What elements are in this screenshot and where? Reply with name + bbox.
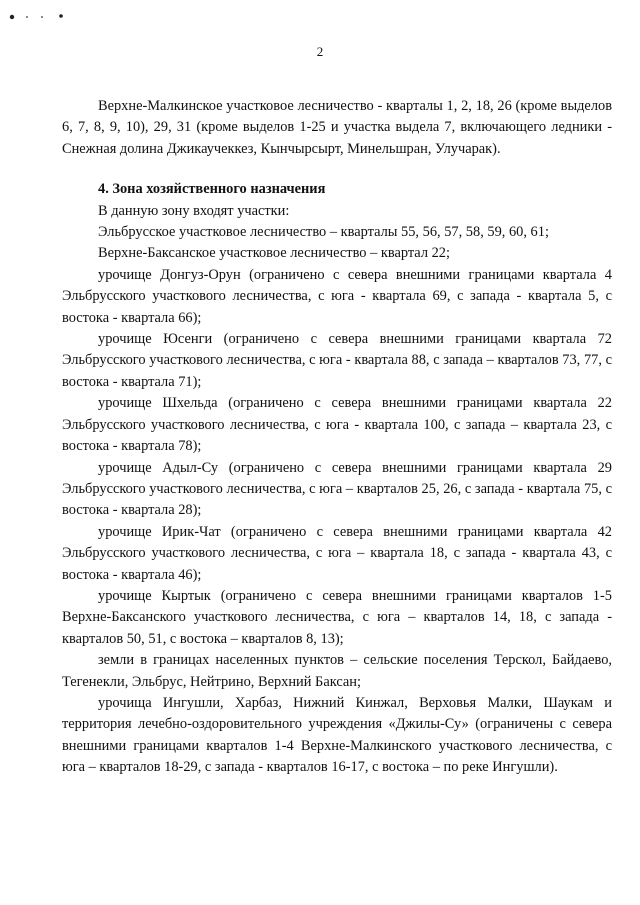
list-item: Эльбрусское участковое лесничество – кварталы 55, 56, 57, 58, 59, 60, 61; [98, 224, 549, 241]
list-item: земли в границах населенных пунктов – сельские поселения Терскол, Байдаево, Тегенекли, Эльбрус, Нейтрино, Верхний Баксан; [62, 652, 612, 690]
section-intro: В данную зону входят участки: [98, 202, 290, 219]
paragraph-verkhne-malkinskoe: Верхне-Малкинское участковое лесничество - кварталы 1, 2, 18, 26 (кроме выделов 6, 7, 8, 9, 10), 29, 31 (кроме выделов 1-25 и участка выдела 7, включающего ледники - Снежная долина Джикаучеккез, Кынчырсырт, Минельшран, Улучарак). [62, 98, 612, 157]
list-item: урочище Юсенги (ограничено с севера внешними границами квартала 72 Эльбрусского участкового лесничества, с юга - квартала 88, с запада – кварталов 73, 77, с востока - квартала 71); [62, 331, 612, 390]
section-heading: 4. Зона хозяйственного назначения [98, 181, 326, 198]
list-item: урочище Адыл-Су (ограничено с севера внешними границами квартала 29 Эльбрусского участкового лесничества, с юга – кварталов 25, 26, с запада - квартала 75, с востока - квартала 28); [62, 459, 612, 519]
list-item: урочище Кыртык (ограничено с севера внешними границами кварталов 1-5 Верхне-Баксанского участкового лесничества, с юга – кварталов 14, 18, с запада - кварталов 50, 51, с востока – кварталов 8, 13); [62, 587, 612, 647]
list-item: Верхне-Баксанское участковое лесничество – квартал 22; [98, 245, 450, 262]
list-item: урочища Ингушли, Харбаз, Нижний Кинжал, Верховья Малки, Шаукам и территория лечебно-оздоровительного учреждения «Джилы-Су» (ограничены с севера внешними границами кварталов 1-4 Верхне-Малкинского участкового лесничества, с юга – кварталов 18-29, с запада - кварталов 16-17, с востока – по реке Ингушли). [62, 694, 612, 776]
list-item: урочище Ирик-Чат (ограничено с севера внешними границами квартала 42 Эльбрусского участкового лесничества, с юга – квартала 18, с запада - квартала 43, с востока - квартала 46); [62, 523, 612, 583]
page-number: 2 [316, 44, 324, 59]
scan-artifact-marks [8, 12, 68, 22]
document-body [62, 96, 612, 779]
list-item: урочище Шхельда (ограничено с севера внешними границами квартала 22 Эльбрусского участкового лесничества, с юга - квартала 100, с запада – квартала 23, с востока - квартала 78); [62, 395, 612, 455]
list-item: урочище Донгуз-Орун (ограничено с севера внешними границами квартала 4 Эльбрусского участкового лесничества, с юга - квартала 69, с запада - квартала 5, с востока - квартала 66); [62, 266, 612, 326]
